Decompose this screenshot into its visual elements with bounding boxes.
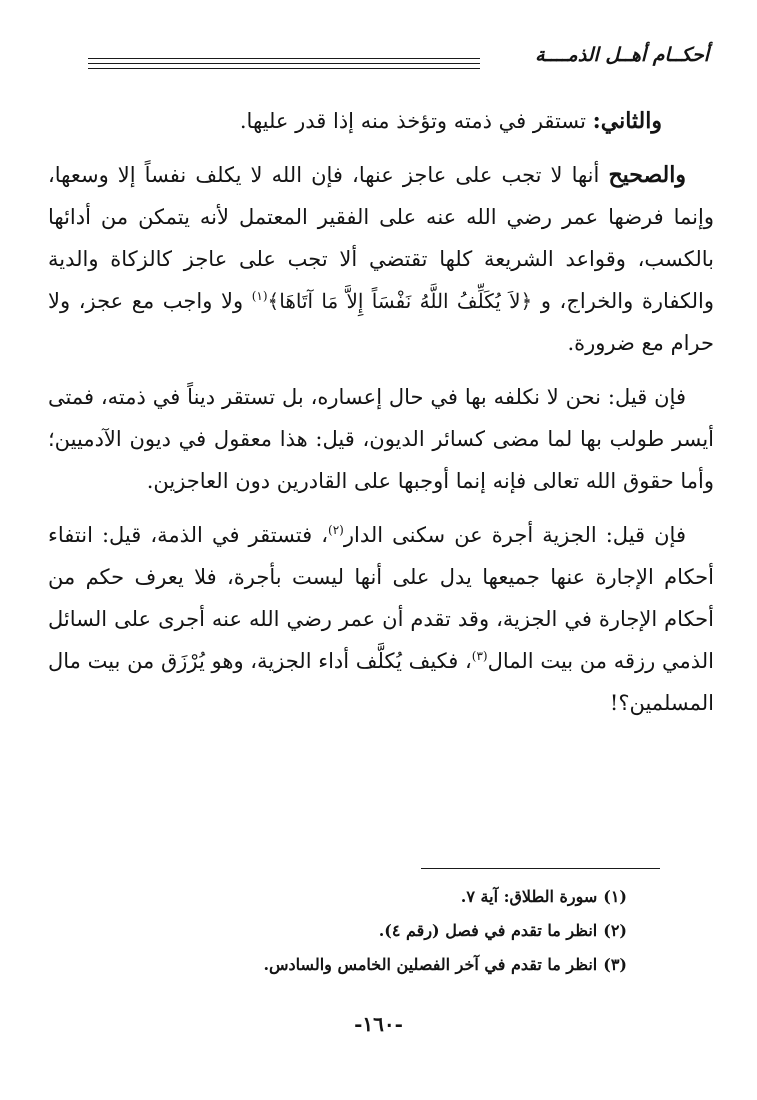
paragraph-objection-rent [48,514,714,724]
header-rule-middle [88,63,480,64]
footnote-ref-1[interactable]: (١) [251,289,268,303]
footnote-text: سورة الطلاق: آية ٧. [460,887,598,906]
paragraph-lead: والثاني: [592,108,662,134]
footnotes [67,880,627,982]
footnote-ref-2[interactable]: (٢) [328,523,344,537]
footnote-3 [67,948,627,982]
paragraph-text: تستقر في ذمته وتؤخذ منه إذا قدر عليها. [239,109,593,133]
footnote-text: انظر ما تقدم في آخر الفصلين الخامس والسادس. [263,955,598,974]
page-number: -١٦٠- [354,1012,403,1036]
paragraph-second-opinion [48,100,714,142]
footnote-number: (٣) [603,955,627,974]
paragraph-text: أنها لا تجب على عاجز عنها، فإن الله لا يكلف نفساً إلا وسعها، وإنما فرضها عمر رضي الله عنه على الفقير المعتمل لأنه يتمكن من أدائها بالكسب، وقواعد الشريعة كلها تقتضي ألا تجب على عاجز كالزكاة والدية والكفارة والخراج، و [48,163,714,313]
running-title: أحكــام أهــل الذمــــة [535,44,709,66]
paragraph-lead: والصحيح [608,162,686,188]
footnote-ref-3[interactable]: (٣) [471,649,488,663]
header-rule-bottom [88,68,480,69]
main-text [48,100,714,736]
paragraph-text: فإن قيل: نحن لا نكلفه بها في حال إعساره، بل تستقر ديناً في ذمته، فمتى أيسر طولب بها لما مضى كسائر الديون، قيل: هذا معقول في ديون الآدميين؛ وأما حقوق الله تعالى فإنه إنما أوجبها على القادرين دون العاجزين. [48,385,714,493]
paragraph-text: فإن قيل: الجزية أجرة عن سكنى الدار [343,523,686,547]
footnote-text: انظر ما تقدم في فصل (رقم ٤). [378,921,598,940]
footnote-separator [421,868,660,869]
paragraph-text: ولا واجب مع عجز، ولا حرام مع ضرورة. [48,289,714,355]
footnote-2 [67,914,627,948]
footnote-number: (١) [603,887,627,906]
paragraph-objection-debt [48,376,714,502]
paragraph-correct-opinion [48,154,714,364]
paragraph-text: ، فتستقر في الذمة، قيل: انتفاء أحكام الإجارة عنها جميعها يدل على أنها ليست بأجرة، فلا يعرف حكم من أحكام الإجارة في الجزية، وقد تقدم أن عمر رضي الله عنه أجرى على السائل الذمي رزقه من بيت المال [48,523,714,673]
footnote-number: (٢) [603,921,627,940]
header-rule-top [88,58,480,59]
quran-verse: ﴿لاَ يُكَلِّفُ اللَّهُ نَفْسَاً إِلاَّ مَا آتَاهَا﴾ [267,289,533,313]
footnote-1 [67,880,627,914]
paragraph-text: ، فكيف يُكلَّف أداء الجزية، وهو يُرْزَق من بيت مال المسلمين؟! [48,649,714,715]
